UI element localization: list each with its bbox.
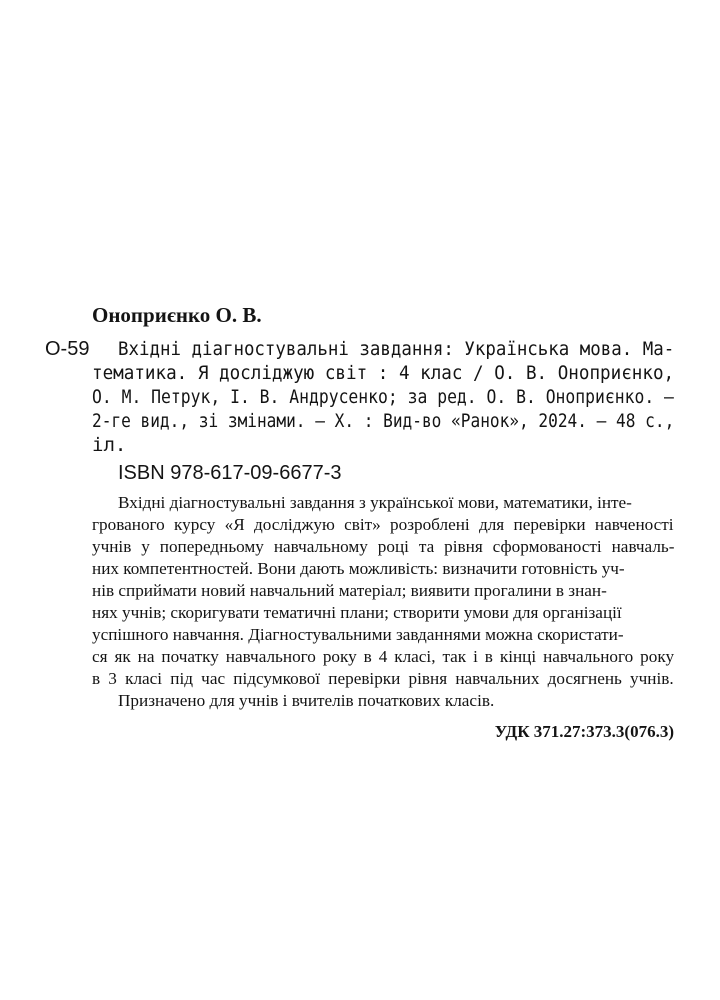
bib-line: О. М. Петрук, І. В. Андрусенко; за ред. О. В. Оноприєнко. — <box>92 386 674 408</box>
annotation-line: успішного навчання. Діагностувальними завданнями можна скористати- <box>92 625 624 644</box>
annotation-line: Призначено для учнів і вчителів початкових класів. <box>118 691 495 710</box>
bib-line: тематика. Я досліджую світ : 4 клас / О. В. Оноприєнко, <box>92 362 675 384</box>
annotation-line: нів сприймати новий навчальний матеріал; виявити прогалини в знан- <box>92 581 607 600</box>
author-heading: Оноприєнко О. В. <box>92 303 262 327</box>
annotation-line: в 3 класі під час підсумкової перевірки рівня навчальних досягнень учнів. <box>92 669 674 688</box>
annotation-line: учнів у попередньому навчальному році та рівня сформованості навчаль- <box>92 537 675 556</box>
annotation-line: нях учнів; скоригувати тематичні плани; створити умови для організації <box>92 603 622 622</box>
annotation-line: них компетентностей. Вони дають можливість: визначити готовність уч- <box>92 559 625 578</box>
udk-code: УДК 371.27:373.3(076.3) <box>494 722 674 741</box>
isbn: ISBN 978-617-09-6677-3 <box>118 462 342 484</box>
annotation-line: Вхідні діагностувальні завдання з української мови, математики, інте- <box>118 493 632 512</box>
classification-index: О-59 <box>45 338 90 360</box>
annotation-line: грованого курсу «Я досліджую світ» розроблені для перевірки навченості <box>92 515 674 534</box>
bib-line: іл. <box>92 434 127 456</box>
bib-line: Вхідні діагностувальні завдання: Українська мова. Ма- <box>118 338 675 360</box>
bib-line: 2-ге вид., зі змінами. — Х. : Вид-во «Ранок», 2024. — 48 с., <box>92 410 675 432</box>
annotation-line: ся як на початку навчального року в 4 класі, так і в кінці навчального року <box>92 647 675 666</box>
